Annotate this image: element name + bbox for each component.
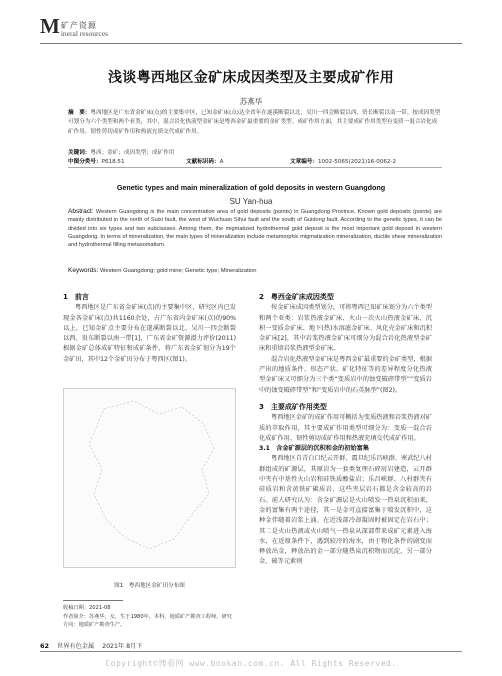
footnote-divider: [63, 600, 123, 601]
section-3-1-paragraph: 粤西地区自青白口纪云开群、震旦纪乐昌峡群、寒武纪八村群组成的矿源层，其原岩为一套类复理石碎屑岩建造，云开群中夹有中基性火山岩和硅铁质酸盐岩；乐昌峡群、八村群夹有硅质岩和含黄铁矿碳质岩，这些夹层岩石都是含金较高的岩石。前人研究认为：含金矿源层是火山喷发一热泉沉积而来，金的富集有两个途径，其一是金可直接富集于喷发沉积中，这种金伴随着岩浆上涌、在近浅部冷却凝固时被固定在岩石中；其二是火山热液或火山喷气一热泉从深部带来成矿元素进入海水，在近原条件下，遇到较冷的海水，由于物化条件的剧变而释放出金，释放出的金一部分随热泉沉积物而沉淀，另一部分金、硫等元素则: [259, 455, 432, 566]
footnote-received: 收稿日期：2021-08: [63, 605, 111, 611]
abstract-text: 粤西地区是广东省金矿床(点)的主要集中区，已知金矿床(点)达全省年在遂溪断裂以北，吴川一四会断裂以西，资长断裂以南一带。按成因类型可划分为六个类型和两个亚类，其中，混合岩化热液型金矿床是粤西金矿最重要的金矿类型。成矿作用方面，其主要成矿作用类型有变质一混合岩化成矿作用、韧性剪切成矿作用和热液充填交代成矿作用。: [68, 110, 441, 135]
section-3-1-heading: 3.1 含金矿源层的沉积和金的初始富集: [259, 445, 369, 453]
section-3-paragraph: 粤西地区金矿的成矿作用可概括为变质热液和岩浆热液对矿质的萃取作用，其主要成矿作用类型可细分为：变质一混合岩化成矿作用、韧性剪切成矿作用和热液充填交代成矿作用。: [259, 414, 432, 442]
left-column: [63, 292, 236, 365]
article-title: 浅谈粤西地区金矿床成因类型及主要成矿作用: [108, 70, 394, 86]
clc-number: 中图分类号：P618.51: [68, 159, 125, 165]
map-outline-icon: [64, 389, 235, 567]
abstract-label: 摘 要：: [68, 110, 91, 116]
section-2-heading: 2 粤西金矿床成因类型: [259, 293, 334, 301]
section-2-paragraph-2: 混合岩化热液型金矿床是粤西金矿最重要的金矿类型，根据产出的地质条件、形态产状、矿化特征等的差异程度分化热液型金矿床又可细分为三个类“变质岩中的蚀变破碎带型”“变质岩中的蚀变破碎带型”和“变质岩中的石英脉型”(图2)。: [259, 355, 432, 394]
journal-logo: [40, 14, 109, 38]
right-column: [259, 292, 432, 568]
article-number: 文章编号：1002-5065(2021)16-0062-2: [290, 159, 397, 165]
english-abstract: [68, 208, 442, 249]
footnote: [63, 604, 236, 630]
doc-code: 文献标识码：A: [186, 159, 224, 165]
figure-1-caption: 图1 粤西地区金矿田分布图: [114, 583, 185, 589]
journal-name: 世界有色金属: [57, 643, 95, 650]
logo-cn: 矿产资源: [60, 20, 97, 30]
keywords-text: 粤西；金矿；成因类型；成矿作用: [90, 150, 175, 156]
page-number: 62: [40, 641, 50, 650]
english-keywords: [68, 267, 442, 274]
keywords-label: 关键词：: [68, 150, 91, 156]
english-author: SU Yan-hua: [229, 197, 273, 206]
footnote-author: 作者简介：苏燕华，女，生于1980年，本科，地质矿产勘查工程师，研究方向：地质矿产勘查生产。: [63, 613, 232, 628]
section-2-paragraph-1: 按金矿床成因类型划分，可将粤西已知矿床划分为六个类型和两个亚类：岩浆热液金矿床、火山一次火山热液金矿床、沉积一变质金矿床、地下(热)水溶滤金矿床、风化壳金矿床和沉积金矿床[2]，其中岩浆热液金矿床可细分为混合岩化热液型金矿床和重熔岩浆热液型金矿床。: [259, 304, 432, 353]
en-keywords-text: Western Guangdong; gold mine; Genetic type; Mineralization: [99, 268, 257, 274]
copyright-watermark: Copyright©博看网 www.bookan.com.cn. All Rights Reserved.: [105, 659, 397, 668]
cn-abstract: [68, 109, 442, 137]
section-1-heading: 1 前言: [63, 293, 89, 301]
header-divider: [40, 43, 462, 44]
section-1-paragraph: 粤西地区是广东省金矿床(点)的主要集中区，研究区内已发现金各金矿床(点)共1160余处，占广东省内金矿床(点)的90%以上，已知金矿点主要分布在遂溪断裂以北、吴川一四会断裂以西、贵东断裂以南一带[1]，广东省金矿资源潜力评价(2011)根据金矿总体成矿特征和成矿条件，将广东省金矿划分为19个金矿田，其中12个金矿田分布于粤西区(图1)。: [63, 304, 236, 363]
article-author: 苏燕华: [239, 97, 263, 106]
logo-letter: M: [40, 14, 60, 38]
footer-divider: [40, 651, 462, 652]
article-meta: [68, 157, 442, 165]
issue-date: 2021年 8月下: [102, 643, 143, 650]
page-footer: [40, 641, 142, 650]
logo-en: ineral resources: [60, 28, 109, 38]
en-abstract-text: Western Guangdong is the main concentration area of gold deposits (points) in Guangdong Province. Known gold deposits (points) are mainly distributed in the north of Suixi fault, the west of Wuchuan Sihui fault and the south of Guidong fault. According to the genetic types, it can be divided into six types and two subclasses. Among them, the migmatized hydrothermal gold deposit is the most important gold deposit in western Guangdong. In terms of mineralization, the main types of mineralization include metamorphic migmatization mineralization, ductile shear mineralization and hydrothermal filling metasomatism.: [68, 209, 443, 249]
en-keywords-label: Keywords:: [68, 267, 99, 274]
figure-1-map: [63, 388, 236, 568]
en-abstract-label: Abstract:: [68, 208, 94, 215]
cn-keywords: [68, 148, 442, 156]
logo-text: [61, 22, 108, 38]
section-3-heading: 3 主要成矿作用类型: [259, 402, 327, 411]
english-title: Genetic types and main mineralization of gold deposits in western Guangdong: [116, 183, 386, 192]
meta-divider: [68, 167, 442, 168]
